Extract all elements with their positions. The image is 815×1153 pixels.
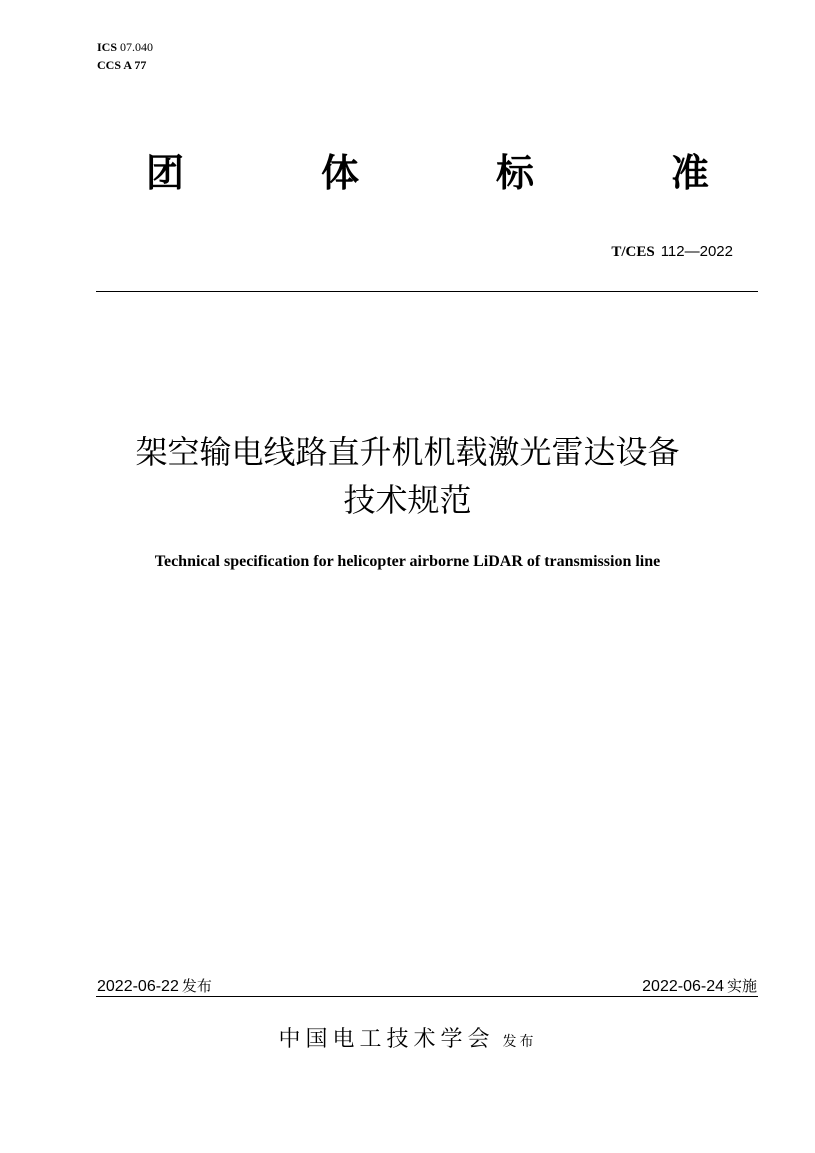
issue-date (97, 975, 212, 996)
publisher-label: 发布 (502, 1034, 537, 1050)
publisher (100, 1022, 715, 1053)
standard-type-char: 体 (320, 151, 359, 195)
publisher-name: 中国电工技术学会 (278, 1027, 495, 1052)
bottom-divider (96, 996, 758, 997)
ics-label: ICS (97, 40, 118, 54)
chinese-title-line2: 技术规范 (343, 481, 472, 519)
top-divider (96, 291, 758, 292)
issue-date-label: 发布 (181, 977, 212, 995)
ics-value: 07.040 (120, 40, 154, 54)
standard-type-char: 团 (145, 151, 184, 195)
implementation-date-value: 2022-06-24 (642, 978, 724, 995)
standard-type-heading (130, 148, 725, 198)
ccs-label: CCS (97, 58, 122, 72)
implementation-date-label: 实施 (726, 977, 757, 995)
standard-type-char: 准 (670, 151, 709, 195)
issue-date-value: 2022-06-22 (97, 978, 179, 995)
implementation-date (642, 975, 757, 996)
standard-number-prefix: T/CES (611, 244, 655, 260)
standard-number-value: 112—2022 (660, 243, 733, 260)
chinese-title (80, 428, 735, 524)
standard-type-char: 标 (495, 151, 534, 195)
english-title: Technical specification for helicopter airborne LiDAR of transmission line (154, 553, 661, 570)
classification-codes (97, 38, 153, 74)
chinese-title-line1: 架空输电线路直升机机载激光雷达设备 (135, 433, 680, 471)
ccs-code (97, 56, 153, 74)
ics-code (97, 38, 153, 56)
standard-number (611, 242, 733, 261)
ccs-value: A 77 (123, 58, 147, 72)
